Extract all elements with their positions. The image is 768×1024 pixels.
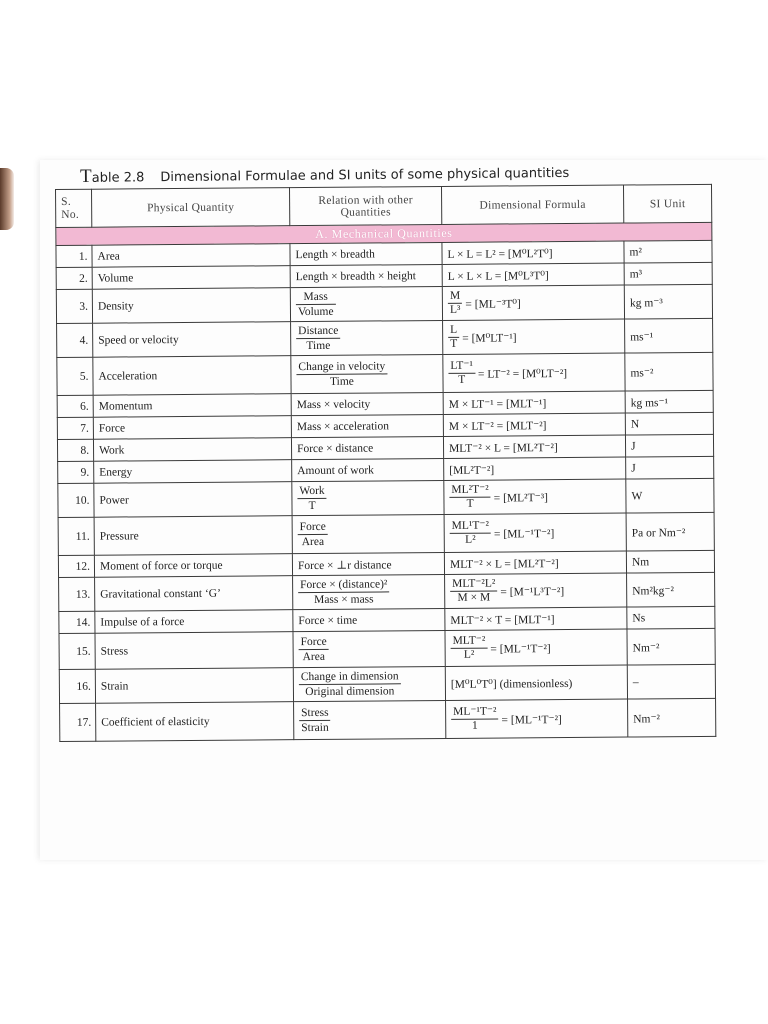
- dimensional-formula-cell: [443, 319, 625, 354]
- physical-quantity: Moment of force or torque: [94, 554, 292, 578]
- physical-quantity: Impulse of a force: [95, 610, 293, 634]
- relation-cell: [291, 392, 443, 415]
- si-unit: ms⁻²: [625, 352, 713, 391]
- formula-numerator: M: [448, 290, 463, 304]
- formula-denominator: T: [450, 337, 458, 350]
- si-unit: ms⁻¹: [625, 318, 713, 353]
- formula-fraction: [448, 324, 459, 351]
- relation-denominator: Area: [302, 650, 325, 664]
- dimensional-formulae-table: [55, 184, 716, 742]
- relation-cell: [291, 414, 443, 437]
- si-unit: N: [625, 412, 713, 435]
- formula-text: [M⁰L⁰T⁰] (dimensionless): [450, 677, 573, 691]
- dimensional-formula-cell: [444, 479, 626, 514]
- table-row: [58, 478, 714, 517]
- formula-denominator: L²: [465, 533, 476, 546]
- table-row: [59, 664, 715, 703]
- relation-cell: [292, 480, 444, 515]
- physical-quantity: Energy: [94, 460, 292, 484]
- row-number: 8.: [57, 439, 93, 461]
- table-number-text: able 2.8: [91, 170, 145, 186]
- si-unit: J: [625, 434, 713, 457]
- formula-denominator: L³: [449, 303, 461, 316]
- formula-result: = [ML²T⁻³]: [493, 491, 549, 505]
- row-number: 9.: [58, 461, 94, 483]
- book-edge: [0, 168, 14, 230]
- dimensional-formula-cell: [442, 263, 624, 286]
- row-number: 1.: [56, 245, 92, 267]
- header-formula: Dimensional Formula: [441, 185, 623, 224]
- physical-quantity: Gravitational constant ‘G’: [95, 576, 293, 612]
- si-unit: Pa or Nm⁻²: [626, 512, 714, 551]
- row-number: 15.: [59, 633, 95, 669]
- dimensional-formula-cell: [443, 413, 625, 436]
- relation-cell: [293, 630, 445, 667]
- relation-text: Length × breadth: [295, 247, 375, 261]
- dimensional-formula-cell: [443, 353, 625, 392]
- relation-text: Amount of work: [297, 464, 374, 477]
- formula-fraction: [448, 360, 475, 387]
- relation-cell: [292, 552, 444, 575]
- relation-denominator: Original dimension: [305, 685, 395, 699]
- relation-text: Length × breadth × height: [295, 269, 417, 283]
- table-number: [80, 165, 145, 187]
- dimensional-formula-cell: [444, 457, 626, 480]
- dimensional-formula-cell: [442, 285, 624, 320]
- formula-fraction: [449, 484, 490, 511]
- physical-quantity: Work: [93, 438, 291, 462]
- relation-denominator: Volume: [297, 305, 334, 319]
- row-number: 13.: [59, 577, 95, 611]
- si-unit: Nm²kg⁻²: [627, 572, 715, 607]
- dimensional-formula-cell: [443, 391, 625, 414]
- relation-cell: [293, 574, 445, 609]
- table-row: [57, 318, 713, 357]
- relation-fraction: [296, 290, 336, 319]
- row-number: 14.: [59, 611, 95, 633]
- formula-text: M × LT⁻² = [MLT⁻²]: [448, 419, 547, 433]
- header-sno: S. No.: [56, 189, 92, 227]
- formula-denominator: T: [466, 497, 474, 510]
- row-number: 11.: [58, 517, 94, 555]
- relation-fraction: [296, 359, 387, 389]
- formula-text: MLT⁻² × L = [ML²T⁻²]: [449, 441, 558, 455]
- physical-quantity: Density: [92, 288, 290, 324]
- row-number: 2.: [56, 267, 92, 289]
- dimensional-formula-cell: [445, 629, 627, 666]
- row-number: 12.: [58, 555, 94, 577]
- relation-denominator: Time: [329, 375, 354, 388]
- physical-quantity: Volume: [92, 266, 290, 290]
- formula-denominator: L²: [463, 648, 475, 661]
- relation-denominator: Time: [306, 339, 331, 353]
- relation-cell: [294, 700, 446, 739]
- formula-numerator: ML⁻¹T⁻²: [451, 706, 498, 720]
- relation-cell: [292, 514, 444, 553]
- dimensional-formula-cell: [444, 551, 626, 574]
- relation-cell: [293, 666, 445, 701]
- table-row: [58, 512, 714, 555]
- si-unit: W: [626, 478, 714, 513]
- formula-denominator: M × M: [457, 591, 491, 604]
- formula-text: MLT⁻² × L = [ML²T⁻²]: [449, 557, 559, 571]
- formula-numerator: ML²T⁻²: [449, 484, 490, 498]
- formula-text: [ML²T⁻²]: [449, 464, 495, 477]
- formula-text: L × L × L = [M⁰L³T⁰]: [447, 269, 549, 283]
- formula-result: = LT⁻² = [M⁰LT⁻²]: [477, 367, 568, 381]
- relation-numerator: Change in velocity: [296, 359, 387, 375]
- formula-denominator: T: [458, 373, 466, 386]
- relation-cell: [293, 608, 445, 631]
- header-relation: Relation with other Quantities: [289, 186, 441, 225]
- relation-text: Force × ⊥r distance: [297, 558, 392, 572]
- relation-text: Force × distance: [296, 442, 374, 455]
- si-unit: kg m⁻³: [624, 284, 712, 319]
- physical-quantity: Area: [92, 244, 290, 268]
- relation-fraction: [299, 669, 401, 699]
- formula-result: = [M⁻¹L³T⁻²]: [500, 585, 565, 599]
- relation-cell: [292, 458, 444, 481]
- formula-numerator: MLT⁻²L²: [450, 578, 497, 592]
- formula-text: MLT⁻² × T = [MLT⁻¹]: [450, 613, 555, 627]
- dimensional-formula-cell: [443, 435, 625, 458]
- relation-denominator: Strain: [301, 721, 329, 735]
- relation-denominator: T: [308, 499, 316, 513]
- relation-text: Mass × velocity: [296, 398, 371, 411]
- relation-cell: [291, 354, 443, 393]
- header-quantity: Physical Quantity: [92, 188, 290, 228]
- relation-numerator: Distance: [296, 324, 340, 339]
- physical-quantity: Acceleration: [93, 356, 291, 396]
- relation-numerator: Mass: [296, 290, 336, 305]
- dimensional-formula-cell: [444, 513, 626, 552]
- si-unit: J: [626, 456, 714, 479]
- row-number: 17.: [60, 703, 96, 741]
- si-unit: Nm⁻²: [628, 698, 716, 737]
- relation-denominator: Area: [301, 535, 325, 549]
- dimensional-formula-cell: [445, 665, 627, 700]
- row-number: 4.: [57, 323, 93, 357]
- formula-numerator: LT⁻¹: [448, 360, 475, 374]
- relation-text: Mass × acceleration: [296, 419, 389, 433]
- physical-quantity: Stress: [95, 632, 293, 670]
- formula-result: = [ML⁻¹T⁻²]: [490, 642, 551, 656]
- row-number: 16.: [59, 669, 95, 703]
- si-unit: kg ms⁻¹: [625, 390, 713, 413]
- dimensional-formula-cell: [445, 607, 627, 630]
- si-unit: Nm: [626, 550, 714, 573]
- relation-numerator: Work: [297, 484, 326, 499]
- relation-fraction: [296, 324, 340, 353]
- relation-fraction: [298, 577, 389, 607]
- relation-fraction: [299, 706, 331, 735]
- dimensional-formula-cell: [446, 699, 628, 738]
- table-row: [59, 628, 715, 669]
- relation-denominator: Mass × mass: [314, 593, 374, 606]
- header-row: [56, 184, 712, 227]
- si-unit: m³: [624, 262, 712, 285]
- si-unit: –: [627, 664, 715, 699]
- formula-result: = [ML⁻¹T⁻²]: [493, 527, 555, 541]
- formula-result: = [ML⁻³T⁰]: [465, 297, 521, 311]
- formula-numerator: L: [448, 324, 459, 338]
- relation-numerator: Force: [299, 635, 329, 650]
- physical-quantity: Pressure: [94, 516, 292, 556]
- relation-numerator: Change in dimension: [299, 669, 401, 685]
- si-unit: Ns: [627, 606, 715, 629]
- physical-quantity: Force: [93, 416, 291, 440]
- physical-quantity: Coefficient of elasticity: [96, 702, 294, 742]
- relation-numerator: Stress: [299, 706, 331, 721]
- formula-result: = [ML⁻¹T⁻²]: [501, 713, 562, 727]
- relation-fraction: [298, 520, 328, 549]
- row-number: 6.: [57, 395, 93, 417]
- row-number: 10.: [58, 483, 94, 517]
- relation-cell: [291, 320, 443, 355]
- relation-cell: [291, 436, 443, 459]
- formula-fraction: [450, 520, 491, 547]
- table-letter: T: [80, 165, 92, 187]
- relation-cell: [290, 264, 442, 287]
- formula-numerator: MLT⁻²: [451, 635, 488, 649]
- formula-fraction: [451, 706, 499, 733]
- formula-result: = [M⁰LT⁻¹]: [462, 331, 517, 345]
- formula-fraction: [448, 290, 463, 317]
- relation-numerator: Force: [298, 520, 328, 535]
- table-title: Dimensional Formulae and SI units of some physical quantities: [160, 165, 570, 186]
- dimensional-formula-cell: [442, 241, 624, 264]
- formula-fraction: [451, 635, 488, 662]
- formula-fraction: [450, 578, 497, 605]
- relation-cell: [290, 286, 442, 321]
- physical-quantity: Speed or velocity: [93, 322, 291, 358]
- formula-numerator: ML¹T⁻²: [450, 520, 491, 534]
- header-unit: SI Unit: [623, 184, 711, 223]
- relation-numerator: Force × (distance)²: [298, 577, 389, 593]
- physical-quantity: Power: [94, 482, 292, 518]
- si-unit: m²: [624, 240, 712, 263]
- row-number: 3.: [56, 289, 92, 323]
- formula-text: L × L = L² = [M⁰L²T⁰]: [447, 247, 553, 261]
- table-row: [57, 352, 713, 395]
- dimensional-formula-cell: [445, 573, 627, 608]
- relation-text: Force × time: [298, 614, 358, 627]
- relation-fraction: [297, 484, 326, 513]
- table-row: [56, 284, 712, 323]
- section-heading: A. Mechanical Quantities: [56, 222, 712, 245]
- formula-denominator: 1: [471, 719, 478, 732]
- relation-fraction: [299, 635, 329, 664]
- relation-cell: [290, 242, 442, 265]
- physical-quantity: Momentum: [93, 394, 291, 418]
- table-row: [59, 572, 715, 611]
- row-number: 7.: [57, 417, 93, 439]
- formula-text: M × LT⁻¹ = [MLT⁻¹]: [448, 397, 547, 411]
- row-number: 5.: [57, 357, 93, 395]
- table-row: [60, 698, 716, 741]
- physical-quantity: Strain: [95, 668, 293, 704]
- si-unit: Nm⁻²: [627, 628, 715, 665]
